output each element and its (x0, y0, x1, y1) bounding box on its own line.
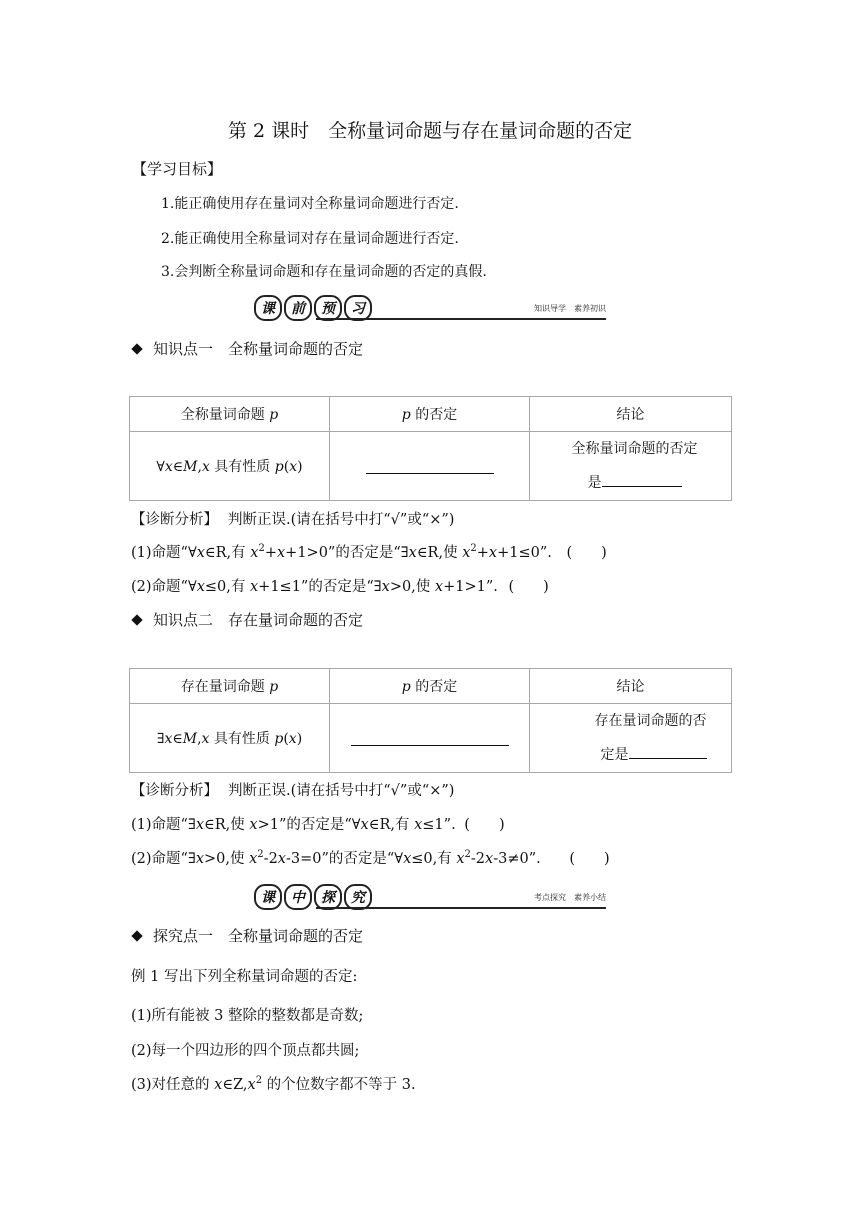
section-heading-text: 知识点一 全称量词命题的否定 (153, 340, 364, 358)
table-header (330, 669, 530, 704)
table-cell-blank (330, 704, 530, 773)
table-cell-proposition (130, 432, 330, 501)
diagnose-instruction: 判断正误.(请在括号中打“√”或“×”) (228, 783, 455, 799)
table-cell-conclusion (530, 704, 732, 773)
diagnose-line-1 (131, 508, 454, 529)
section-heading-text: 探究点一 全称量词命题的否定 (153, 927, 364, 945)
table-header (130, 397, 330, 432)
page-title: 第 2 课时 全称量词命题与存在量词命题的否定 (227, 120, 633, 142)
answer-blank[interactable] (351, 745, 509, 746)
conclusion-text: 全称量词命题的否定 (571, 441, 698, 457)
question-text: (1)命题“∃x∈R,使 x>1”的否定是“∀x∈R,有 x≤1”. (131, 817, 456, 833)
section-heading-3 (129, 925, 363, 946)
banner-char: 中 (284, 884, 312, 910)
banner-char: 探 (314, 884, 342, 910)
section-heading-2 (129, 609, 363, 630)
conclusion-text: 存在量词命题的否 (594, 713, 707, 729)
diamond-icon (131, 930, 142, 941)
banner-rule (316, 907, 606, 909)
header-text: p 的否定 (401, 679, 458, 695)
table-cell-conclusion (530, 432, 732, 501)
banner-preview (254, 295, 606, 321)
goal-item-3: 3.会判断全称量词命题和存在量词命题的否定的真假. (161, 264, 487, 280)
header-text: 全称量词命题 p (180, 407, 279, 423)
goal-item-2: 2.能正确使用全称量词对存在量词命题进行否定. (161, 231, 459, 247)
goals-header: 【学习目标】 (132, 160, 223, 178)
answer-parentheses[interactable]: ( ) (569, 851, 610, 867)
answer-blank[interactable] (629, 758, 707, 759)
section-heading-text: 知识点二 存在量词命题的否定 (153, 611, 364, 629)
table-cell-blank (330, 432, 530, 501)
banner-subtitle: 知识导学 素养初识 (534, 304, 606, 313)
banner-char: 前 (284, 295, 312, 321)
conclusion-text: 是 (587, 475, 602, 491)
banner-char: 课 (254, 295, 282, 321)
table-header: 结论 (530, 669, 732, 704)
diagnose-header: 【诊断分析】 (131, 512, 218, 528)
diamond-icon (131, 614, 142, 625)
diamond-icon (131, 343, 142, 354)
universal-negation-table (129, 396, 732, 501)
answer-parentheses[interactable]: ( ) (508, 579, 549, 595)
banner-char: 课 (254, 884, 282, 910)
example-item-text: (3)对任意的 $x\in Z,x^2$ 的个位数字都不等于 3. (131, 1075, 416, 1093)
section-heading-1 (129, 338, 363, 359)
banner-exploration (254, 884, 606, 910)
question-text: (2)命题“∃x>0,使 $x^2-2x-3=0$”的否定是“∀x≤0,有 $x^2-2x-3\ne 0$”. (131, 849, 541, 867)
diagnose-header: 【诊断分析】 (131, 783, 218, 799)
question-text: (2)命题“∀x≤0,有 x+1≤1”的否定是“∃x>0,使 x+1>1”. (131, 579, 498, 595)
answer-blank[interactable] (602, 486, 682, 487)
diagnose-question (131, 847, 610, 868)
diagnose-line-2 (131, 779, 454, 800)
example-item-2: (2)每一个四边形的四个顶点都共圆; (131, 1043, 360, 1059)
diagnose-question (131, 813, 505, 834)
goal-item-1: 1.能正确使用存在量词对全称量词命题进行否定. (161, 196, 459, 212)
table-header (130, 669, 330, 704)
answer-parentheses[interactable]: ( ) (566, 545, 607, 561)
diagnose-instruction: 判断正误.(请在括号中打“√”或“×”) (228, 512, 455, 528)
example-prompt: 例 1 写出下列全称量词命题的否定: (131, 969, 358, 985)
question-text: (1)命题“∀x∈R,有 $x^2+x+1>0$”的否定是“∃x∈R,使 $x^2+x+1\le 0$”. (131, 543, 552, 561)
header-text: p 的否定 (401, 407, 458, 423)
cell-text: ∃x∈M,x 具有性质 p(x) (156, 731, 303, 747)
banner-char: 习 (344, 295, 372, 321)
diagnose-question (131, 575, 549, 596)
diagnose-question (131, 541, 607, 562)
banner-subtitle: 考点探究 素养小结 (534, 893, 606, 902)
answer-parentheses[interactable]: ( ) (464, 817, 505, 833)
table-cell-proposition (130, 704, 330, 773)
example-item-3 (131, 1073, 416, 1094)
conclusion-text: 定是 (600, 747, 629, 763)
header-text: 存在量词命题 p (180, 679, 279, 695)
answer-blank[interactable] (366, 473, 494, 474)
banner-char: 究 (344, 884, 372, 910)
cell-text: ∀x∈M,x 具有性质 p(x) (156, 459, 303, 475)
table-header (330, 397, 530, 432)
existential-negation-table (129, 668, 732, 773)
table-header: 结论 (530, 397, 732, 432)
banner-rule (316, 318, 606, 320)
example-item-1: (1)所有能被 3 整除的整数都是奇数; (131, 1008, 364, 1024)
banner-char: 预 (314, 295, 342, 321)
